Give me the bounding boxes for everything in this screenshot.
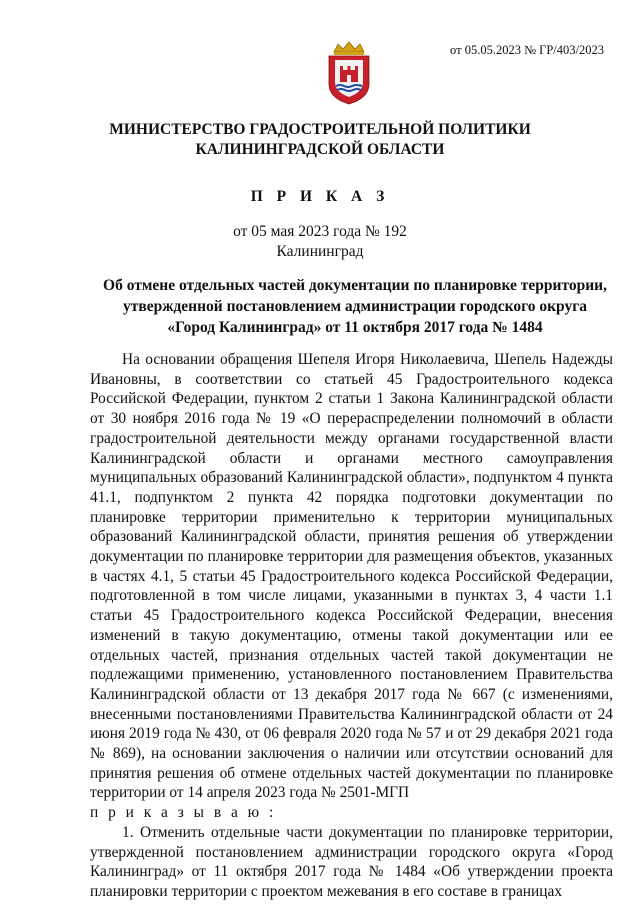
subject-line-1: Об отмене отдельных частей документации по планировке территории,: [103, 277, 607, 294]
body-paragraph-2: 1. Отменить отдельные части документации по планировке территории, утвержденной постановлением администрации городского округа «Город Калининград» от 11 октября 2017 года № 1484 «Об утверждении проекта планировки территории с проектом межевания в его составе в границах: [90, 823, 613, 900]
ministry-line-1: МИНИСТЕРСТВО ГРАДОСТРОИТЕЛЬНОЙ ПОЛИТИКИ: [109, 121, 531, 138]
order-city: Калининград: [276, 243, 364, 260]
body-paragraph-1: На основании обращения Шепеля Игоря Николаевича, Шепель Надежды Ивановны, в соответствии со статьей 45 Градостроительного кодекса Российской Федерации, пунктом 2 статьи 1 Закона Калининградской области от 30 ноября 2016 года № 19 «О перераспределении полномочий в области градостроительной деятельности между органами государственной власти Калининградской области и органами местного самоуправления муниципальных образований Калининградской области», подпунктом 4 пункта 41.1, подпунктом 2 пункта 42 порядка подготовки документации по планировке территории применительно к территории муниципальных образований Калининградской области, принятия решения об утверждении документации по планировке территории для размещения объектов, указанных в частях 4.1, 5 статьи 45 Градостроительного кодекса Российской Федерации, подготовленной в том числе лицами, указанными в пунктах 3, 4 части 1.1 статьи 45 Градостроительного кодекса Российской Федерации, внесения изменений в такую документацию, отмены такой документации или ее отдельных частей, признания отдельных частей такой документации не подлежащими применению, установленного постановлением Правительства Калининградской области от 13 декабря 2017 года № 667 (с изменениями, внесенными постановлениями Правительства Калининградской области от 24 июня 2019 года № 430, от 06 февраля 2020 года № 57 и от 29 декабря 2021 года № 869), на основании заключения о наличии или отсутствии оснований для принятия решения об отмене отдельных частей документации по планировке территории от 14 апреля 2023 года № 2501-МГП: [90, 351, 613, 802]
kaliningrad-coat-of-arms-icon: [324, 40, 374, 106]
ministry-line-2: КАЛИНИНГРАДСКОЙ ОБЛАСТИ: [195, 141, 445, 158]
registration-number: от 05.05.2023 № ГР/403/2023: [450, 43, 604, 57]
subject-line-2: утвержденной постановлением администрации городского округа: [122, 298, 588, 315]
order-body: [90, 350, 613, 902]
order-subject: [90, 275, 620, 338]
document-type-title: П Р И К А З: [250, 188, 390, 205]
subject-line-3: «Город Калининград» от 11 октября 2017 года № 1484: [167, 319, 543, 336]
ministry-name: [0, 120, 640, 160]
order-date-city: [0, 222, 640, 262]
order-date-number: от 05 мая 2023 года № 192: [233, 223, 407, 240]
directive-word: п р и к а з ы в а ю :: [90, 804, 277, 822]
